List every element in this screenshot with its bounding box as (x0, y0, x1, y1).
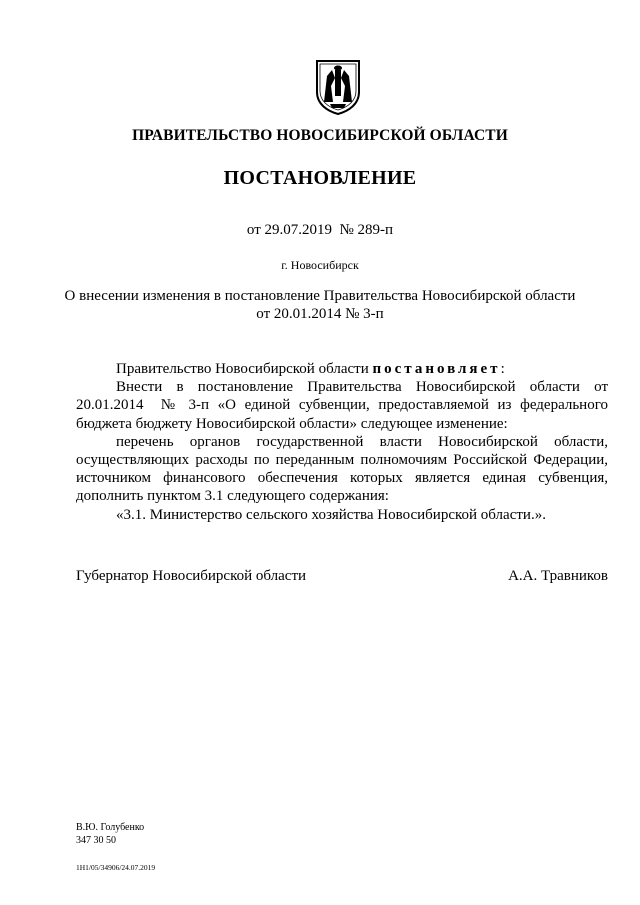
signer-position: Губернатор Новосибирской области (76, 568, 307, 584)
city-name: г. Новосибирск (281, 258, 359, 272)
paragraph-amendment: Внести в постановление Правительства Новосибирской области от 20.01.2014 № 3-п «О единой субвенции, предоставляемой из федерального бюджета бюджету Новосибирской области» следующее изменение: (76, 379, 612, 432)
executor-phone: 347 30 50 (76, 835, 116, 846)
paragraph-list: перечень органов государственной власти Новосибирской области, осуществляющих расходы по переданным полномочиям Российской Федерации, источником финансового обеспечения которых является единая субвенция, дополнить пунктом 3.1 следующего содержания: (76, 433, 608, 505)
document-date-number: от 29.07.2019 № 289-п (246, 222, 394, 238)
document-code: 1Н1/05/34906/24.07.2019 (76, 863, 156, 872)
decree-keyword: постановляет (372, 361, 501, 377)
coat-of-arms-icon (313, 58, 363, 116)
decree-colon: : (500, 361, 505, 377)
decree-lead: Правительство Новосибирской области (116, 361, 373, 377)
government-name: ПРАВИТЕЛЬСТВО НОВОСИБИРСКОЙ ОБЛАСТИ (132, 127, 508, 144)
document-body (76, 360, 612, 524)
document-title-line-2: от 20.01.2014 № 3-п (256, 306, 384, 322)
document-type: ПОСТАНОВЛЕНИЕ (223, 167, 417, 189)
paragraph-new-item: «3.1. Министерство сельского хозяйства Новосибирской области.». (116, 506, 546, 523)
paragraph-decree (76, 360, 608, 378)
document-title-line-1: О внесении изменения в постановление Правительства Новосибирской области (64, 288, 576, 304)
executor-name: В.Ю. Голубенко (76, 822, 145, 833)
signer-name: А.А. Травников (508, 568, 608, 584)
